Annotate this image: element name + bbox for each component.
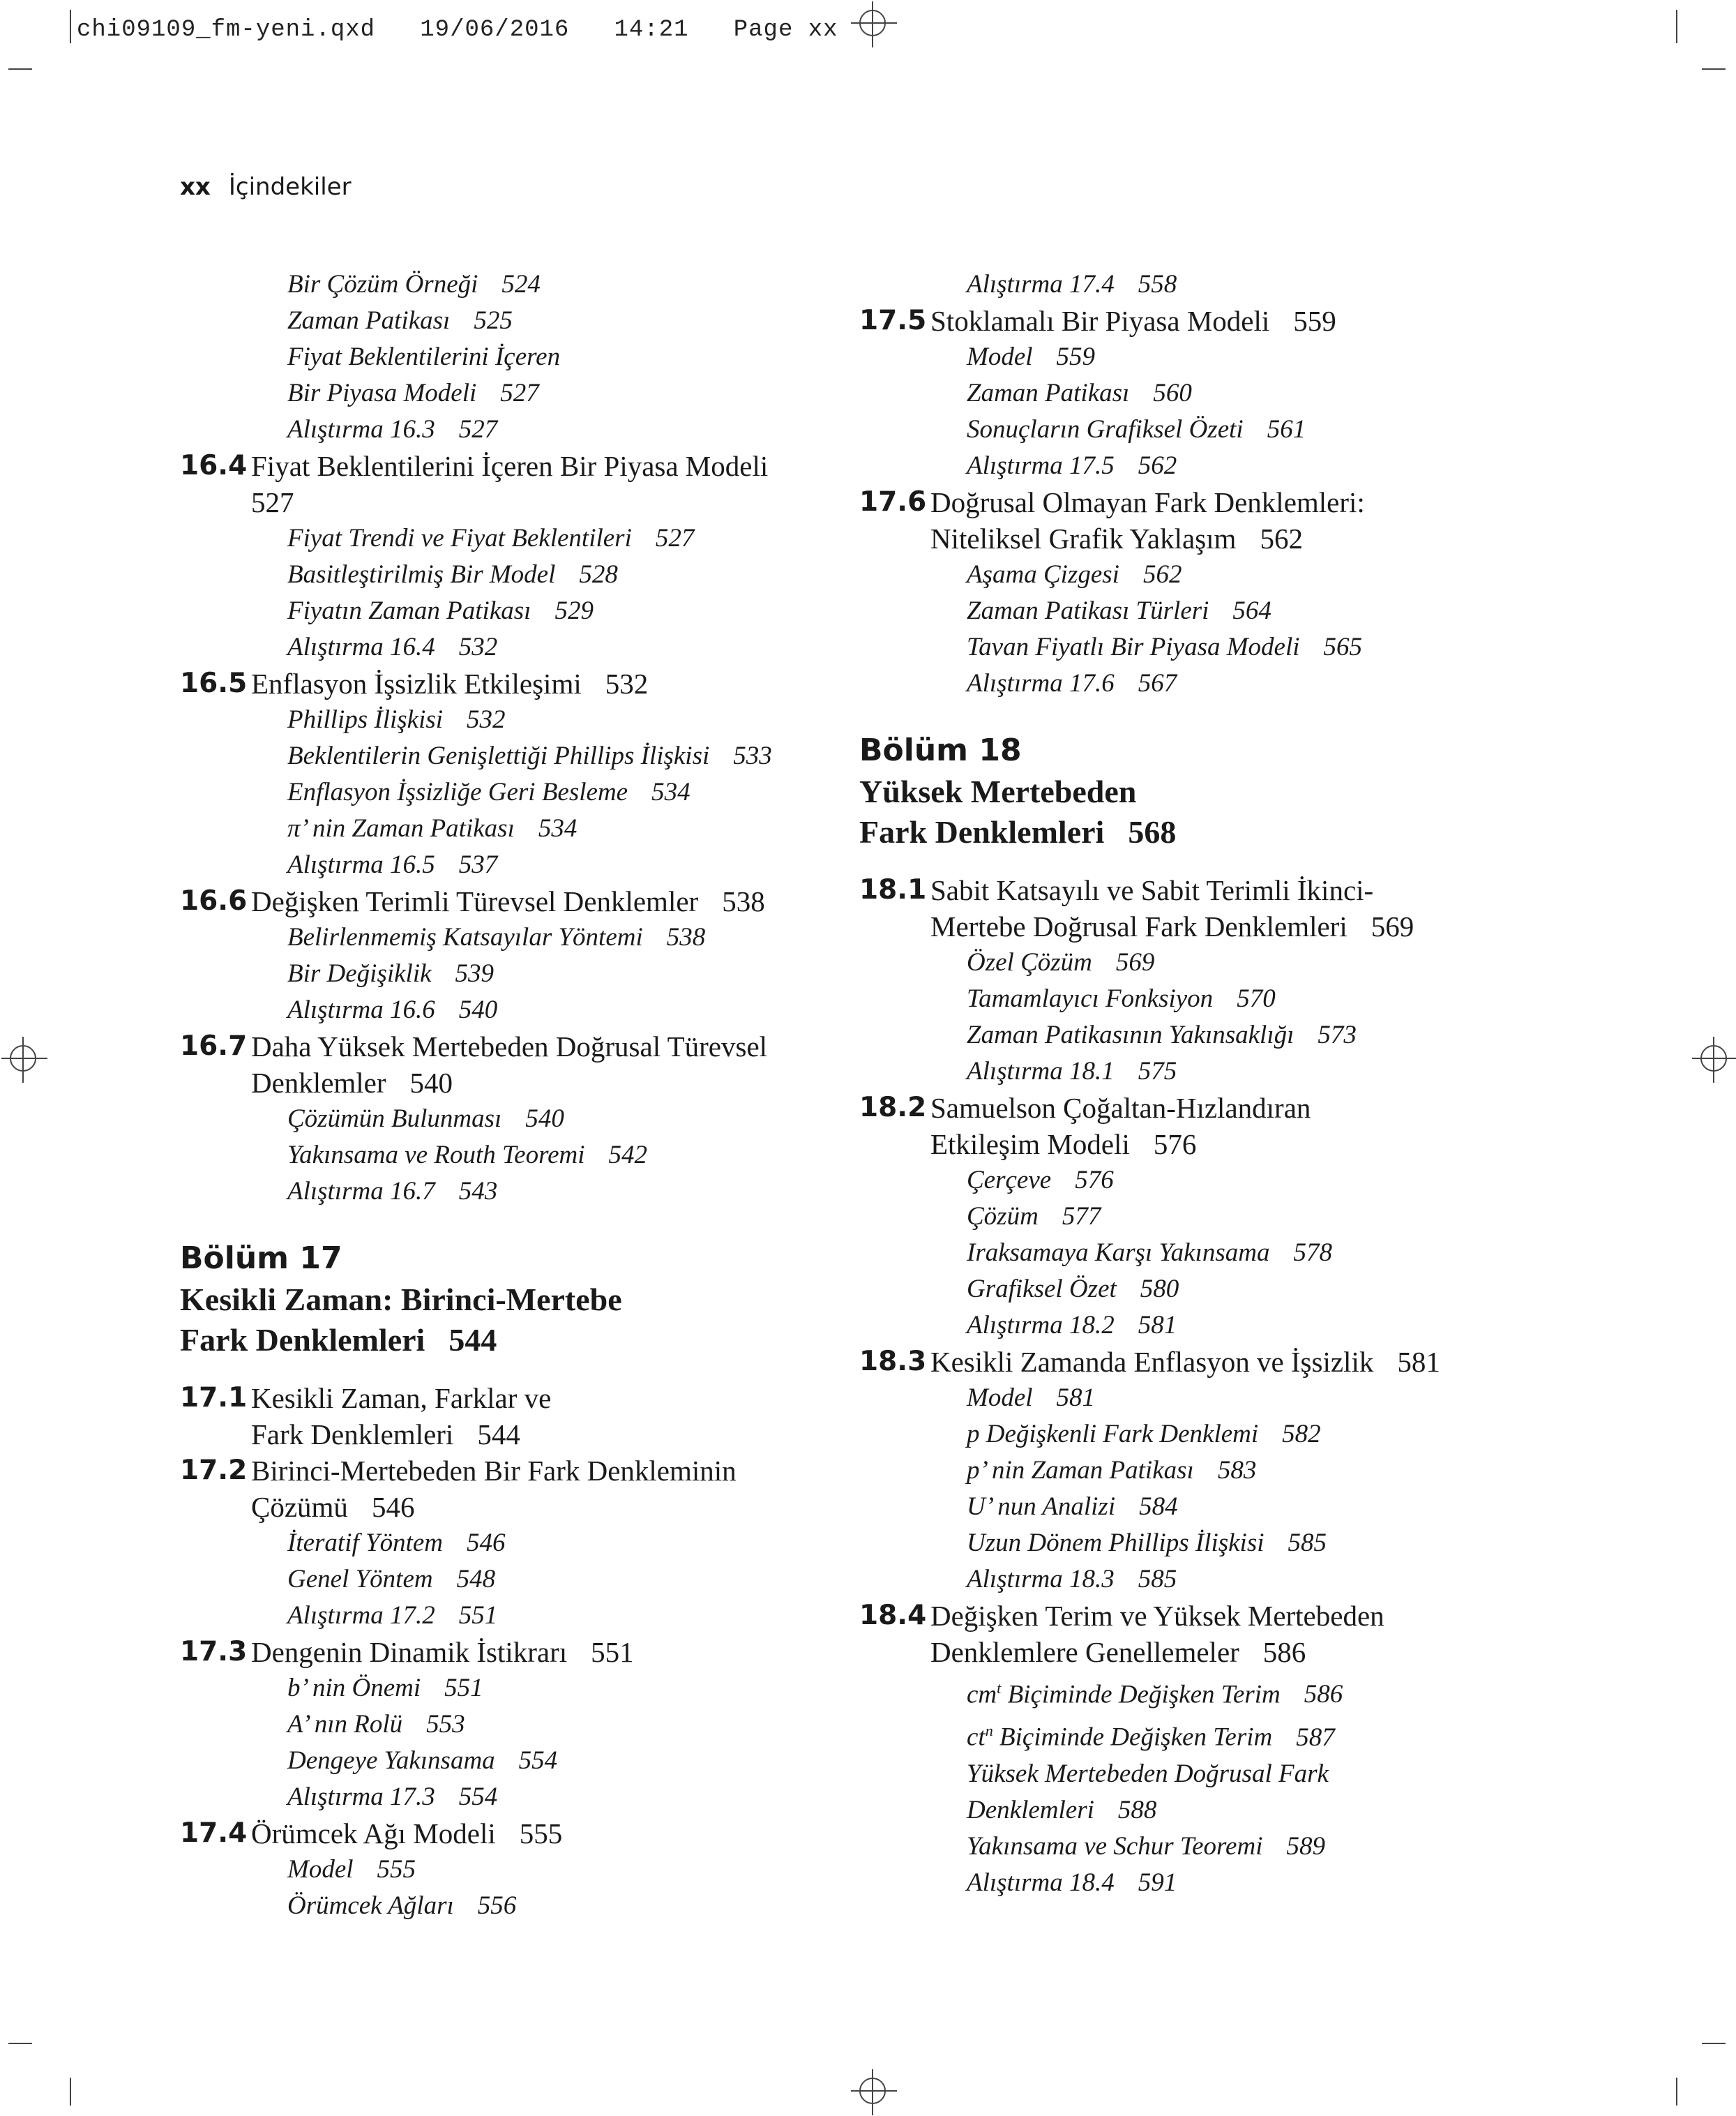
toc-subentry: Alıştırma 17.3 554 [287, 1783, 498, 1811]
section-number: 18.1 [859, 874, 927, 906]
section-number: 17.3 [180, 1636, 248, 1667]
toc-subentry: Alıştırma 18.4 591 [967, 1868, 1177, 1897]
toc-subentry: Beklentilerin Genişlettiği Phillips İlişkisi 533 [287, 742, 772, 770]
section-number: 18.4 [859, 1600, 927, 1631]
toc-subentry: Alıştırma 16.6 540 [287, 996, 498, 1024]
toc-subentry: Alıştırma 18.1 575 [967, 1057, 1177, 1086]
toc-subentry: Bir Piyasa Modeli 527 [287, 379, 539, 407]
registration-mark-left [10, 1045, 36, 1072]
toc-subentry: İteratif Yöntem 546 [287, 1529, 506, 1557]
toc-subentry: Alıştırma 18.3 585 [967, 1565, 1177, 1593]
toc-subentry: Zaman Patikasının Yakınsaklığı 573 [967, 1021, 1357, 1049]
section-number: 18.3 [859, 1346, 927, 1377]
toc-subentry: Alıştırma 18.2 581 [967, 1311, 1177, 1340]
toc-right-column [859, 267, 1557, 1901]
toc-subentry: Phillips İlişkisi 532 [287, 705, 506, 734]
section-number: 16.6 [180, 885, 248, 917]
toc-subentry: Alıştırma 16.5 537 [287, 850, 498, 879]
toc-subentry: Uzun Dönem Phillips İlişkisi 585 [967, 1529, 1327, 1557]
toc-subentry: Alıştırma 16.4 532 [287, 633, 498, 661]
toc-subentry: Alıştırma 17.2 551 [287, 1601, 498, 1630]
toc-subentry: Yakınsama ve Routh Teoremi 542 [287, 1141, 648, 1169]
toc-subentry: Tamamlayıcı Fonksiyon 570 [967, 984, 1276, 1013]
toc-subentry: Alıştırma 16.7 543 [287, 1177, 498, 1206]
crop-mark-br-h [1702, 2043, 1726, 2044]
crop-mark-bl-v [70, 2078, 71, 2106]
toc-subentry: Alıştırma 17.5 562 [967, 451, 1177, 480]
toc-section-17-5: 17.5 Stoklamalı Bir Piyasa Modeli 559 [859, 303, 1557, 339]
toc-subentry: Yüksek Mertebeden Doğrusal Fark [967, 1759, 1329, 1788]
registration-mark-bottom [859, 2078, 886, 2104]
toc-subentry: p’ nin Zaman Patikası 583 [967, 1456, 1257, 1485]
toc-section-16-5: 16.5 Enflasyon İşsizlik Etkileşimi 532 [180, 666, 877, 702]
toc-subentry: $cm^t$ Biçiminde Değişken Terim 586 [967, 1679, 1343, 1709]
chapter-label: Bölüm 18 [859, 733, 1022, 768]
crop-mark-br-v [1676, 2078, 1677, 2106]
toc-subentry: Zaman Patikası 525 [287, 306, 513, 335]
toc-subentry: Çerçeve 576 [967, 1166, 1114, 1194]
toc-subentry: Fiyat Trendi ve Fiyat Beklentileri 527 [287, 524, 695, 553]
running-head [180, 173, 352, 201]
toc-subentry: $ct^n$ Biçiminde Değişken Terim 587 [967, 1722, 1335, 1752]
section-number: 17.6 [859, 486, 927, 518]
toc-subentry: π’ nin Zaman Patikası 534 [287, 814, 578, 843]
toc-subentry: Yakınsama ve Schur Teoremi 589 [967, 1831, 1325, 1861]
section-number: 16.7 [180, 1030, 248, 1062]
chapter-title: Yüksek Mertebeden [859, 774, 1137, 809]
crop-mark-tl-v [70, 10, 71, 43]
toc-subentry: b’ nin Önemi 551 [287, 1674, 483, 1702]
toc-subentry: Enflasyon İşsizliğe Geri Besleme 534 [287, 778, 690, 806]
toc-subentry: Model 555 [287, 1855, 416, 1884]
toc-subentry: Dengeye Yakınsama 554 [287, 1746, 558, 1775]
chapter-label: Bölüm 17 [180, 1240, 342, 1276]
toc-subentry: Belirlenmemiş Katsayılar Yöntemi 538 [287, 923, 706, 952]
section-number: 18.2 [859, 1092, 927, 1123]
toc-subentry: U’ nun Analizi 584 [967, 1492, 1178, 1521]
toc-subentry: Model 559 [967, 343, 1096, 371]
toc-subentry: Alıştırma 17.6 567 [967, 669, 1177, 698]
crop-mark-bl-h [8, 2043, 32, 2044]
toc-section-17-2: 17.2 Birinci-Mertebeden Bir Fark Denkleminin Çözümü 546 [180, 1453, 877, 1525]
toc-section-18-3: 18.3 Kesikli Zamanda Enflasyon ve İşsizlik 581 [859, 1344, 1557, 1380]
toc-subentry: Aşama Çizgesi 562 [967, 560, 1182, 589]
toc-subentry: Genel Yöntem 548 [287, 1565, 496, 1593]
toc-section-17-6: 17.6 Doğrusal Olmayan Fark Denklemleri: Niteliksel Grafik Yaklaşım 562 [859, 484, 1557, 557]
toc-section-16-7: 16.7 Daha Yüksek Mertebeden Doğrusal Türevsel Denklemler 540 [180, 1028, 877, 1101]
toc-subentry: Alıştırma 17.4 558 [967, 270, 1177, 299]
toc-section-16-4: 16.4 Fiyat Beklentilerini İçeren Bir Piyasa Modeli 527 [180, 448, 877, 520]
toc-subentry: Bir Çözüm Örneği 524 [287, 270, 541, 299]
toc-subentry: Model 581 [967, 1383, 1096, 1412]
toc-subentry: Grafiksel Özet 580 [967, 1275, 1179, 1303]
chapter-title: Fark Denklemleri 568 [859, 814, 1177, 850]
toc-subentry: Fiyat Beklentilerini İçeren [287, 343, 561, 371]
toc-subentry: Örümcek Ağları 556 [287, 1891, 517, 1920]
section-number: 16.5 [180, 668, 248, 699]
toc-section-16-6: 16.6 Değişken Terimli Türevsel Denklemler 538 [180, 883, 877, 920]
toc-subentry: Özel Çözüm 569 [967, 948, 1155, 977]
toc-subentry: Basitleştirilmiş Bir Model 528 [287, 560, 618, 589]
toc-section-18-2: 18.2 Samuelson Çoğaltan-Hızlandıran Etkileşim Modeli 576 [859, 1090, 1557, 1162]
chapter-title: Fark Denklemleri 544 [180, 1322, 497, 1358]
running-head-title: İçindekiler [228, 173, 352, 201]
section-number: 17.1 [180, 1382, 248, 1413]
registration-mark-top [859, 10, 886, 36]
crop-mark-tr-h [1702, 68, 1726, 70]
toc-section-17-4: 17.4 Örümcek Ağı Modeli 555 [180, 1815, 877, 1852]
toc-section-18-1: 18.1 Sabit Katsayılı ve Sabit Terimli İkinci- Mertebe Doğrusal Fark Denklemleri 569 [859, 872, 1557, 945]
section-number: 17.5 [859, 305, 927, 336]
toc-section-17-3: 17.3 Dengenin Dinamik İstikrarı 551 [180, 1634, 877, 1670]
toc-subentry: Fiyatın Zaman Patikası 529 [287, 596, 594, 625]
toc-subentry: Iraksamaya Karşı Yakınsama 578 [967, 1238, 1332, 1267]
toc-subentry: p Değişkenli Fark Denklemi 582 [967, 1420, 1321, 1448]
toc-subentry: Denklemleri 588 [967, 1795, 1157, 1824]
section-number: 17.4 [180, 1817, 248, 1849]
toc-subentry: Zaman Patikası 560 [967, 379, 1192, 407]
print-slug: chi09109_fm-yeni.qxd 19/06/2016 14:21 Page xx [77, 17, 838, 43]
toc-section-18-4: 18.4 Değişken Terim ve Yüksek Mertebeden Denklemlere Genellemeler 586 [859, 1598, 1557, 1670]
page-number: xx [180, 173, 211, 201]
toc-subentry: A’ nın Rolü 553 [287, 1710, 465, 1739]
toc-subentry: Sonuçların Grafiksel Özeti 561 [967, 415, 1306, 444]
chapter-title: Kesikli Zaman: Birinci-Mertebe [180, 1282, 622, 1317]
crop-mark-tl-h [8, 68, 32, 70]
toc-subentry: Çözüm 577 [967, 1202, 1101, 1231]
toc-section-17-1: 17.1 Kesikli Zaman, Farklar ve Fark Denklemleri 544 [180, 1380, 877, 1453]
toc-subentry: Çözümün Bulunması 540 [287, 1104, 564, 1133]
toc-chapter-17 [180, 1238, 877, 1360]
toc-subentry: Tavan Fiyatlı Bir Piyasa Modeli 565 [967, 633, 1363, 661]
toc-subentry: Zaman Patikası Türleri 564 [967, 596, 1271, 625]
registration-mark-right [1700, 1045, 1727, 1072]
section-number: 16.4 [180, 450, 248, 481]
toc-left-column [180, 267, 877, 1924]
section-number: 17.2 [180, 1455, 248, 1486]
toc-chapter-18 [859, 730, 1557, 853]
crop-mark-tr-v [1676, 10, 1677, 43]
toc-subentry: Alıştırma 16.3 527 [287, 415, 498, 444]
toc-subentry: Bir Değişiklik 539 [287, 959, 495, 988]
